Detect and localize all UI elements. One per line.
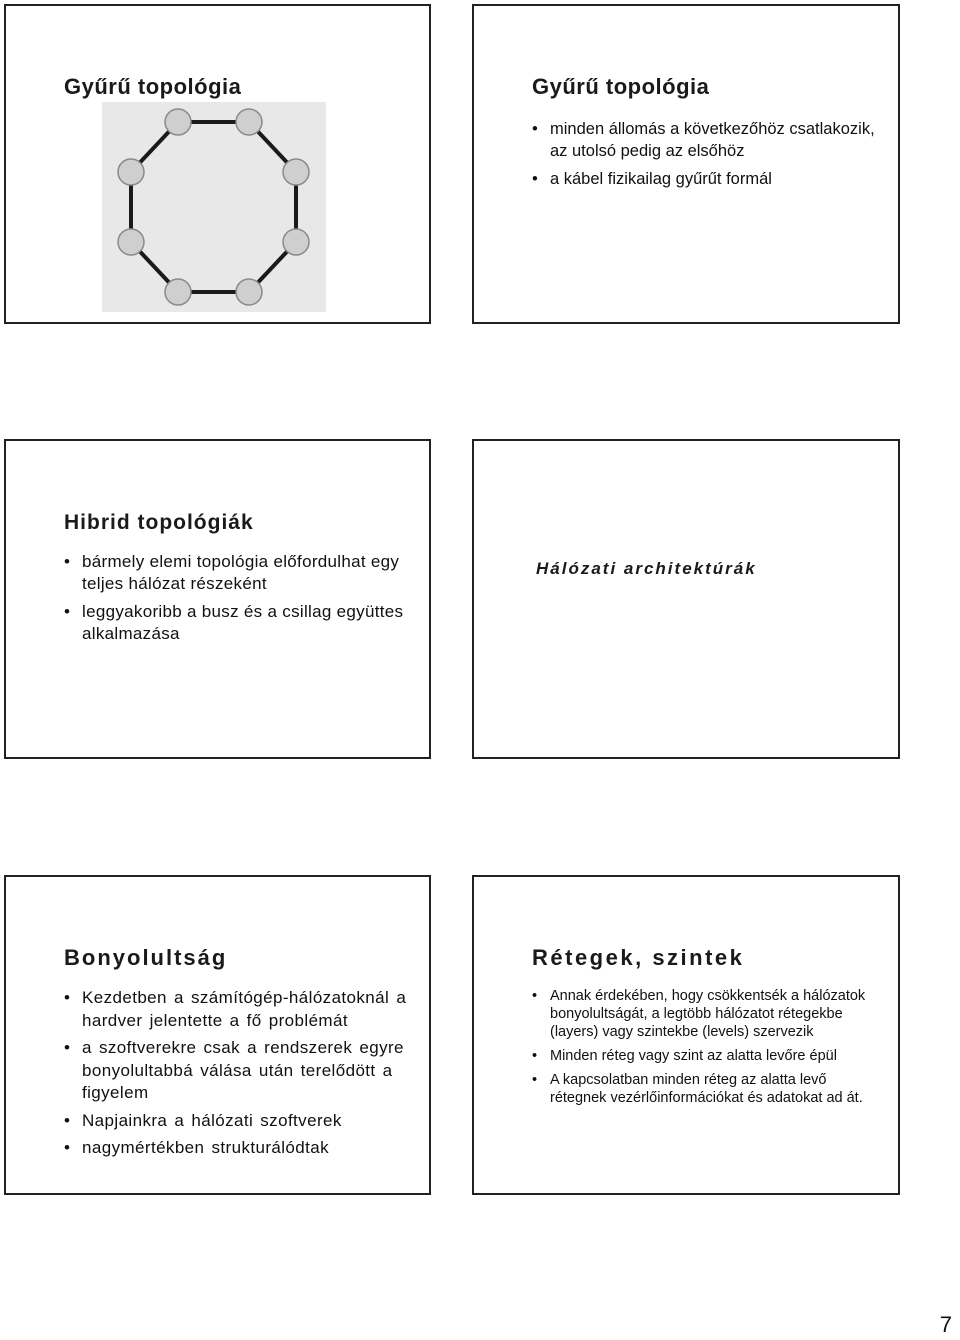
ring-node: [118, 159, 144, 185]
ring-node: [165, 279, 191, 305]
slide-title: Hálózati architektúrák: [536, 559, 757, 578]
bullet-list: [64, 551, 414, 651]
slide-title: Gyűrű topológia: [64, 74, 242, 99]
ring-node: [165, 109, 191, 135]
bullet-item: • Minden réteg vagy szint az alatta levőre épül: [532, 1047, 872, 1065]
slide-ring-topology-text: [472, 4, 900, 324]
slide-network-architectures: [472, 439, 900, 759]
bullet-list: [532, 118, 882, 196]
slide-layers-levels: [472, 875, 900, 1195]
ring-node: [236, 279, 262, 305]
bullet-item: • nagymértékben strukturálódtak: [64, 1137, 414, 1160]
slide-title: Bonyolultság: [64, 945, 228, 970]
ring-topology-diagram: [102, 102, 326, 312]
bullet-item: • minden állomás a következőhöz csatlakozik, az utolsó pedig az elsőhöz: [532, 118, 882, 162]
bullet-item: • leggyakoribb a busz és a csillag együttes alkalmazása: [64, 601, 414, 645]
bullet-item: • Kezdetben a számítógép-hálózatoknál a hardver jelentette a fő problémát: [64, 987, 414, 1032]
slide-title: Rétegek, szintek: [532, 945, 745, 970]
bullet-item: • a szoftverekre csak a rendszerek egyre bonyolultabbá válása után terelődött a figyelem: [64, 1037, 414, 1105]
slide-complexity: [4, 875, 431, 1195]
bullet-list: [64, 987, 414, 1165]
ring-node: [283, 229, 309, 255]
ring-node: [283, 159, 309, 185]
bullet-list: [532, 987, 872, 1113]
bullet-item: • Napjainkra a hálózati szoftverek: [64, 1110, 414, 1133]
bullet-item: • Annak érdekében, hogy csökkentsék a hálózatok bonyolultságát, a legtöbb hálózatot rétegekbe (layers) vagy szintekbe (levels) szervezik: [532, 987, 872, 1041]
bullet-item: • bármely elemi topológia előfordulhat egy teljes hálózat részeként: [64, 551, 414, 595]
slide-ring-topology-diagram: [4, 4, 431, 324]
bullet-item: • a kábel fizikailag gyűrűt formál: [532, 168, 882, 190]
bullet-item: • A kapcsolatban minden réteg az alatta levő rétegnek vezérlőinformációkat és adatokat ad át.: [532, 1071, 872, 1107]
slide-title: Gyűrű topológia: [532, 74, 710, 99]
diagram-background: [102, 102, 326, 312]
ring-node: [236, 109, 262, 135]
ring-node: [118, 229, 144, 255]
slide-hybrid-topologies: [4, 439, 431, 759]
page-number: 7: [939, 1312, 952, 1337]
slide-title: Hibrid topológiák: [64, 511, 254, 534]
